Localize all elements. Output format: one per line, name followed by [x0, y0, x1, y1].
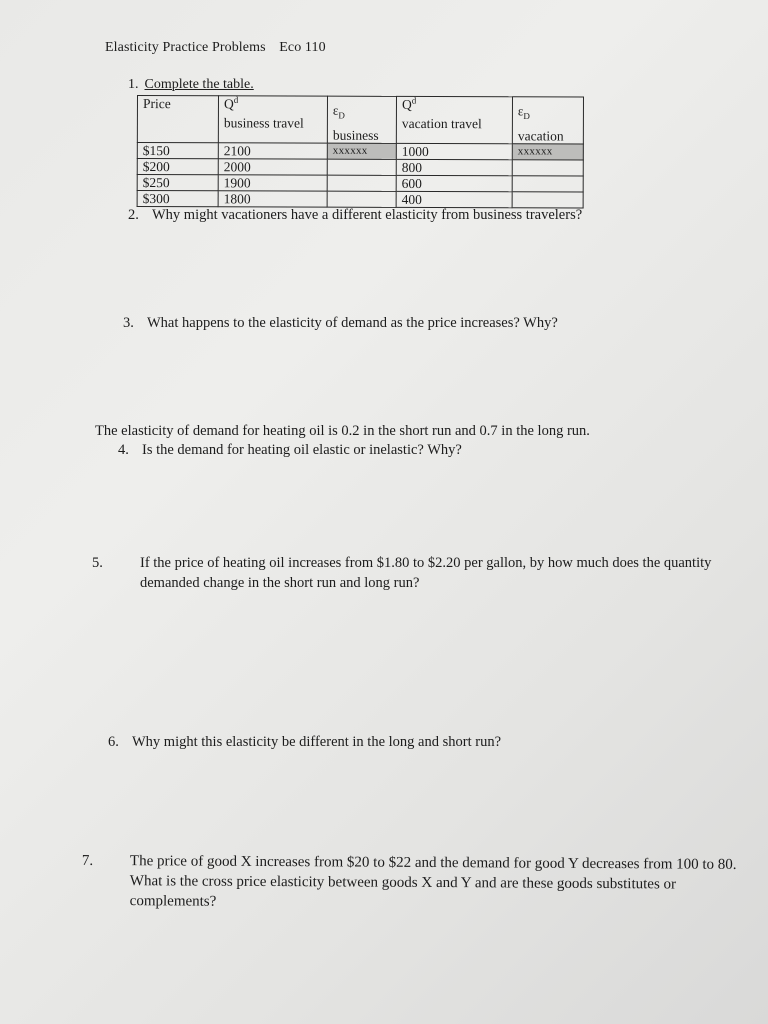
table-row [137, 174, 583, 192]
question-number: 2. [128, 207, 139, 223]
question-text: Complete the table. [144, 77, 254, 92]
question-4 [118, 440, 462, 460]
question-number: 1. [128, 77, 139, 92]
question-number: 4. [118, 442, 129, 458]
qd-vacation-cell: 600 [396, 175, 512, 191]
qd-superscript: d [233, 94, 239, 105]
question-text: The price of good X increases from $20 to $22 and the demand for good Y decreases from 100 to 80. What is the cross price elasticity between goods X and Y and are these goods substitutes or complements? [129, 853, 737, 910]
qd-vacation-cell: 800 [396, 159, 512, 175]
qd-business-label: business travel [223, 115, 304, 131]
price-cell: $250 [137, 174, 218, 190]
worksheet-title: Elasticity Practice Problems [105, 40, 266, 55]
ed-vacation-cell: xxxxxx [512, 143, 583, 159]
question-7 [81, 851, 750, 915]
qd-business-cell: 2100 [218, 142, 327, 158]
header-qd-business [218, 96, 327, 143]
qd-business-cell: 2000 [218, 158, 327, 174]
ed-business-cell [327, 159, 396, 175]
ed-vacation-cell [512, 175, 583, 191]
question-text: Why might vacationers have a different elasticity from business travelers? [152, 207, 583, 223]
ed-business-cell: xxxxxx [327, 143, 396, 159]
price-cell: $200 [137, 158, 218, 174]
epsilon-symbol: ε [332, 102, 339, 118]
qd-vacation-label: vacation travel [401, 115, 482, 132]
header-ed-business [327, 96, 396, 143]
heating-oil-context: The elasticity of demand for heating oil is 0.2 in the short run and 0.7 in the long run. [95, 423, 590, 439]
qd-vacation-cell: 400 [396, 191, 512, 207]
qd-business-cell: 1900 [218, 174, 327, 190]
question-text: What happens to the elasticity of demand as the price increases? Why? [147, 315, 558, 331]
epsilon-subscript: D [338, 110, 345, 121]
ed-business-label: business [332, 127, 379, 143]
ed-vacation-cell [512, 159, 583, 175]
question-number: 7. [81, 852, 94, 869]
question-2 [128, 205, 582, 225]
elasticity-table [137, 95, 584, 208]
question-text: Is the demand for heating oil elastic or inelastic? Why? [142, 442, 462, 458]
table-row [137, 158, 583, 176]
question-number: 5. [92, 555, 103, 571]
question-text: Why might this elasticity be different in the long and short run? [132, 734, 501, 750]
epsilon-symbol: ε [517, 103, 524, 119]
qd-superscript: d [411, 95, 417, 106]
ed-business-cell [327, 175, 396, 191]
price-cell: $300 [137, 190, 218, 206]
question-6 [108, 732, 501, 752]
course-code: Eco 110 [279, 40, 326, 55]
price-cell: $150 [137, 142, 218, 158]
qd-vacation-cell: 1000 [396, 143, 512, 159]
question-text: If the price of heating oil increases from $1.80 to $2.20 per gallon, by how much does the quantity demanded change in the short run and long run? [140, 555, 712, 591]
question-number: 6. [108, 734, 119, 750]
ed-vacation-label: vacation [517, 128, 564, 144]
header-price-label: Price [142, 96, 171, 112]
header-qd-vacation [396, 96, 512, 143]
header-price [137, 96, 218, 143]
question-1 [128, 77, 254, 93]
table-row [137, 142, 583, 160]
question-5 [92, 553, 740, 593]
question-3 [123, 313, 558, 333]
epsilon-subscript: D [523, 111, 530, 122]
question-number: 3. [123, 315, 134, 331]
qd-symbol: Q [401, 96, 412, 112]
header-ed-vacation [512, 97, 583, 144]
table-header-row [137, 96, 583, 144]
qd-business-cell: 1800 [218, 190, 327, 206]
page-header [105, 40, 326, 56]
qd-symbol: Q [223, 96, 234, 112]
